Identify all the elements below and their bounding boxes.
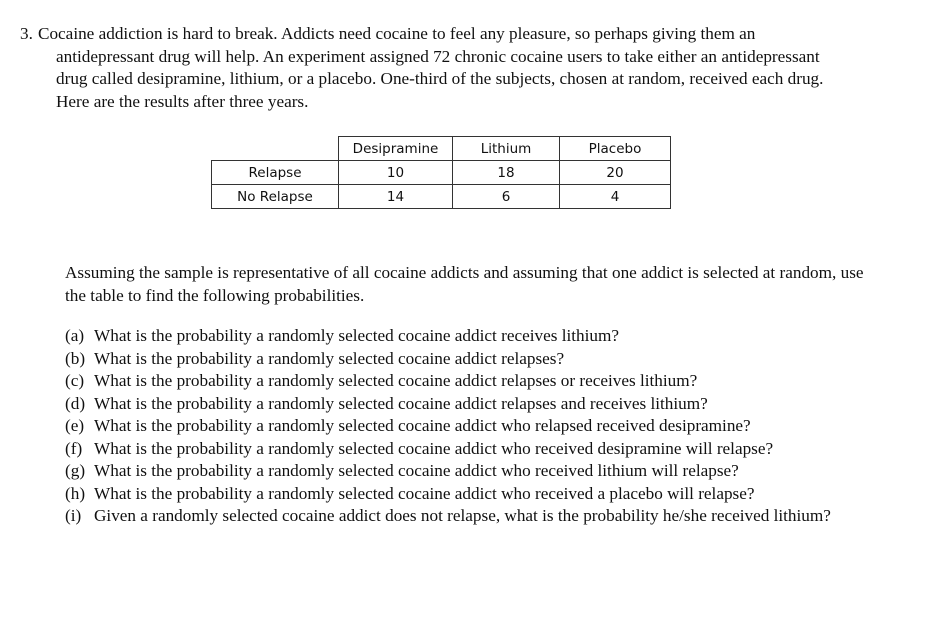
table-cell: 18 [453,161,560,185]
problem-statement [20,23,850,113]
question-text: What is the probability a randomly selected cocaine addict relapses and receives lithium? [94,393,708,413]
problem-intro: Cocaine addiction is hard to break. Addicts need cocaine to feel any pleasure, so perhaps giving them an antidepressant drug will help. An experiment assigned 72 chronic cocaine users to take either an antidepressant drug called desipramine, lithium, or a placebo. One-third of the subjects, chosen at random, received each drug. Here are the results after three years. [38,24,824,111]
question-item [65,505,885,528]
question-text: What is the probability a randomly selected cocaine addict who received lithium will relapse? [94,461,739,480]
question-text: What is the probability a randomly selected cocaine addict who relapsed received desipramine? [94,416,751,435]
question-label: (e) [65,416,85,435]
question-list [65,325,885,528]
table-cell: 4 [560,185,671,209]
question-label: (d) [65,393,86,413]
question-label: (c) [65,371,85,390]
column-header-lithium: Lithium [453,137,560,161]
table-cell: 14 [339,185,453,209]
table-row [212,185,671,209]
question-text: What is the probability a randomly selected cocaine addict relapses or receives lithium? [94,371,698,390]
question-text: Given a randomly selected cocaine addict does not relapse, what is the probability he/she received lithium? [94,506,831,525]
question-item [65,370,885,393]
question-label: (a) [65,326,85,345]
question-item [65,438,885,461]
question-text: What is the probability a randomly selected cocaine addict relapses? [94,348,565,368]
question-text: What is the probability a randomly selected cocaine addict who received a placebo will relapse? [94,483,755,503]
table-row [212,161,671,185]
results-table [211,136,671,209]
column-header-placebo: Placebo [560,137,671,161]
table-header-row [212,137,671,161]
question-item [65,325,885,348]
question-label: (h) [65,483,86,503]
column-header-desipramine: Desipramine [339,137,453,161]
question-label: (g) [65,461,86,480]
question-text: What is the probability a randomly selected cocaine addict receives lithium? [94,326,619,345]
table-cell: 6 [453,185,560,209]
table-cell: 20 [560,161,671,185]
problem-number: 3. [20,24,33,43]
table-cell: 10 [339,161,453,185]
question-label: (i) [65,506,82,525]
assumption-text: Assuming the sample is representative of all cocaine addicts and assuming that one addict is selected at random, use the table to find the following probabilities. [65,263,864,305]
question-label: (b) [65,348,86,368]
question-item [65,483,885,506]
question-item [65,415,885,438]
question-label: (f) [65,438,83,458]
table-corner-cell [212,137,339,161]
row-header-relapse: Relapse [212,161,339,185]
question-text: What is the probability a randomly selected cocaine addict who received desipramine will relapse? [94,438,774,458]
question-item [65,393,885,416]
question-item [65,460,885,483]
question-item [65,348,885,371]
row-header-no-relapse: No Relapse [212,185,339,209]
